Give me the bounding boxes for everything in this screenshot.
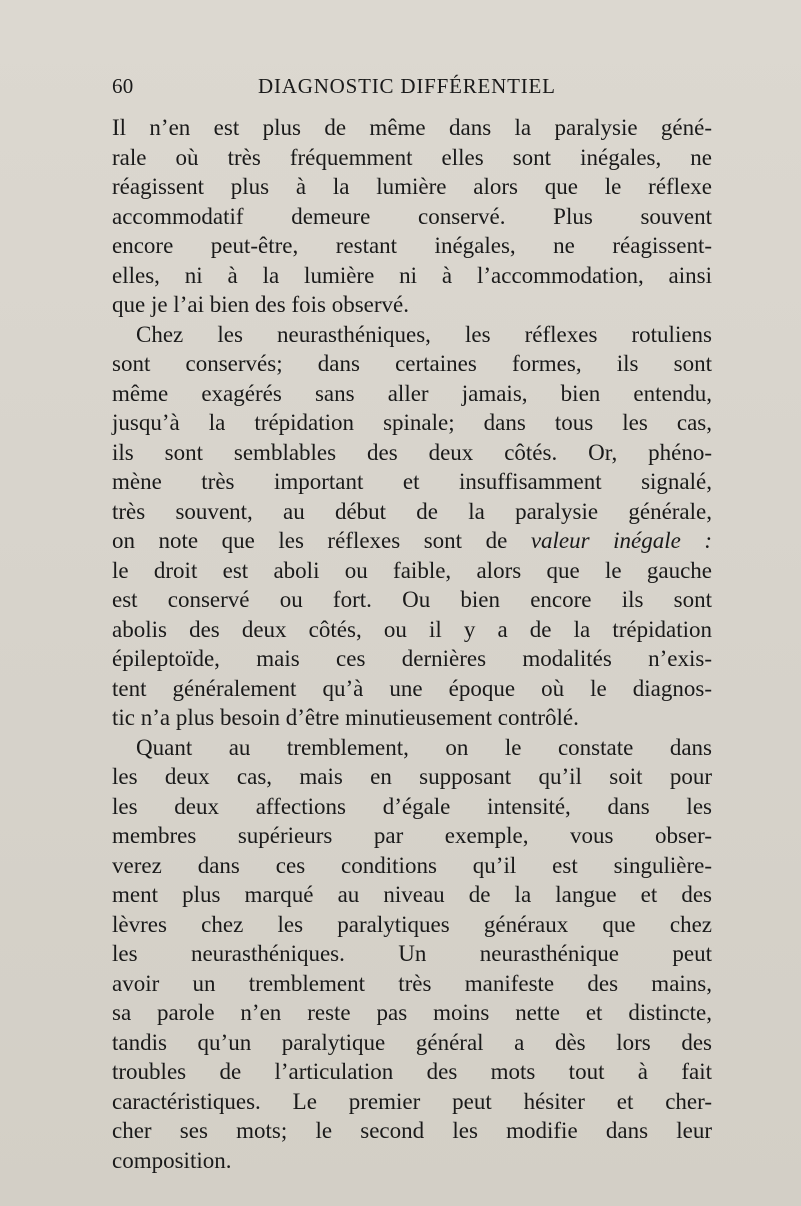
text-line: encore peut-être, restant inégales, ne réagissent- xyxy=(112,233,712,258)
text-line: les deux affections d’égale intensité, dans les xyxy=(112,793,712,819)
running-head xyxy=(112,74,712,102)
text-line: que je l’ai bien des fois observé. xyxy=(112,292,409,317)
text-line: Quant au tremblement, on le constate dans xyxy=(136,734,712,760)
text-line: Il n’en est plus de même dans la paralysie géné- xyxy=(112,115,712,140)
text-line: les deux cas, mais en supposant qu’il soit pour xyxy=(112,764,712,789)
text-line: tandis qu’un paralytique général a dès lors des xyxy=(112,1029,712,1055)
text-line-with-italic xyxy=(112,526,712,556)
text-line: épileptoïde, mais ces dernières modalités n’exis- xyxy=(112,646,712,671)
text-line: réagissent plus à la lumière alors que le réflexe xyxy=(112,174,712,199)
text-line: jusqu’à la trépidation spinale; dans tous les cas, xyxy=(112,410,712,435)
text-line: cher ses mots; le second les modifie dans leur xyxy=(112,1118,712,1143)
text-line: sont conservés; dans certaines formes, ils sont xyxy=(112,351,712,376)
text-line: troubles de l’articulation des mots tout à fait xyxy=(112,1059,712,1084)
text-line: ils sont semblables des deux côtés. Or, phéno- xyxy=(112,439,712,465)
text-line: est conservé ou fort. Ou bien encore ils sont xyxy=(112,587,712,612)
text-line: même exagérés sans aller jamais, bien entendu, xyxy=(112,380,712,406)
text-line: les neurasthéniques. Un neurasthénique peut xyxy=(112,941,712,966)
running-title: DIAGNOSTIC DIFFÉRENTIEL xyxy=(258,74,556,98)
text-line: elles, ni à la lumière ni à l’accommodation, ainsi xyxy=(112,262,712,288)
text-line: caractéristiques. Le premier peut hésiter et cher- xyxy=(112,1088,712,1114)
text-line: tic n’a plus besoin d’être minutieusement contrôlé. xyxy=(112,705,579,730)
page-number: 60 xyxy=(112,74,134,98)
text-line: très souvent, au début de la paralysie générale, xyxy=(112,498,712,524)
text-segment: on note que les réflexes sont de xyxy=(112,528,531,553)
italic-phrase: valeur inégale : xyxy=(530,528,712,553)
text-line: tent généralement qu’à une époque où le diagnos- xyxy=(112,675,712,701)
text-line: abolis des deux côtés, ou il y a de la trépidation xyxy=(112,616,712,642)
text-line: accommodatif demeure conservé. Plus souvent xyxy=(112,203,712,229)
text-line: lèvres chez les paralytiques généraux que chez xyxy=(112,911,712,937)
text-line: composition. xyxy=(112,1147,232,1173)
body-text xyxy=(112,113,712,1175)
text-line: verez dans ces conditions qu’il est singulière- xyxy=(112,852,712,878)
text-line: ment plus marqué au niveau de la langue et des xyxy=(112,882,712,907)
text-line: membres supérieurs par exemple, vous obser- xyxy=(112,823,712,848)
text-line: mène très important et insuffisamment signalé, xyxy=(112,469,712,494)
text-line: avoir un tremblement très manifeste des mains, xyxy=(112,970,712,996)
text-line: sa parole n’en reste pas moins nette et distincte, xyxy=(112,1000,712,1025)
text-line: Chez les neurasthéniques, les réflexes rotuliens xyxy=(136,321,712,347)
text-line: le droit est aboli ou faible, alors que le gauche xyxy=(112,557,712,583)
text-line: rale où très fréquemment elles sont inégales, ne xyxy=(112,144,712,170)
